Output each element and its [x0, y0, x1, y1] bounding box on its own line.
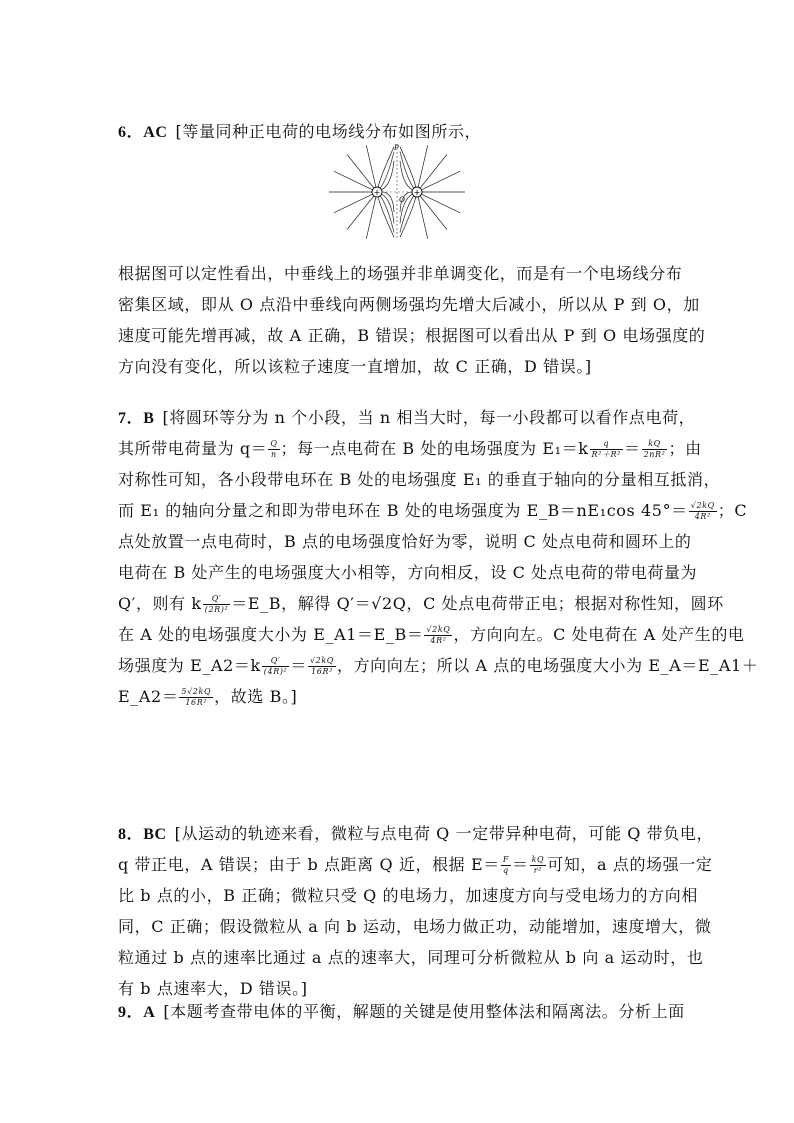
answer-7-text-1: [将圆环等分为 n 个小段，当 n 相当大时，每一小段都可以看作点电荷， [162, 408, 696, 427]
answer-7-line-8 [118, 619, 745, 650]
text: 而 E₁ 的轴向分量之和即为带电环在 B 处的电场强度为 E_B＝nE₁cos 45°＝ [118, 501, 688, 520]
answer-8-line-4: 同，C 正确；假设微粒从 a 向 b 运动，电场力做正功，动能增加，速度增大，微 [118, 917, 712, 936]
denominator: 4R² [694, 512, 711, 521]
field-line [380, 196, 394, 232]
text: [从运动的轨迹来看，微粒与点电荷 Q 一定带异种电荷，可能 Q 带负电， [174, 824, 714, 843]
answer-7-line-5: 点处放置一点电荷时，B 点的电场强度恰好为零，说明 C 处点电荷和圆环上的 [118, 532, 692, 551]
fraction [268, 439, 279, 460]
text: ＝E_B，解得 Q′＝√2Q，C 处点电荷带正电；根据对称性知，圆环 [231, 594, 724, 613]
answer-7-line-7 [118, 588, 724, 619]
numerator: Q′ [203, 594, 231, 605]
numerator: Q′ [262, 656, 290, 667]
fraction [530, 855, 547, 876]
field-lines-diagram [330, 140, 464, 244]
text: ，方向向左；所以 A 点的电场强度大小为 E_A＝E_A1＋ [336, 656, 759, 675]
field-line [400, 161, 413, 190]
text: ＝ [624, 439, 641, 458]
denominator: 16R² [185, 698, 208, 707]
answer-7 [118, 402, 759, 712]
answer-8-number: 8．BC [118, 826, 167, 843]
answer-7-line-4 [118, 495, 748, 526]
numerator: √2kQ [426, 625, 451, 634]
numerator: F [502, 855, 509, 864]
answer-6-number: 6．AC [118, 124, 168, 141]
denominator: 2nR² [643, 450, 666, 459]
text: 可知，a 点的场强一定 [547, 855, 713, 874]
text: [本题考查带电体的平衡，解题的关键是使用整体法和隔离法。分析上面 [163, 1002, 685, 1021]
field-line [382, 194, 395, 223]
answer-8-line-2 [118, 849, 713, 880]
answer-7-number: 7．B [118, 410, 155, 427]
denominator: q [503, 866, 509, 875]
fraction [308, 656, 336, 677]
answer-7-line-1 [118, 402, 696, 433]
fraction [424, 625, 452, 646]
answer-7-line-6: 电荷在 B 处产生的电场强度大小相等，方向相反，设 C 处点电荷的带电荷量为 [118, 563, 698, 582]
answer-9 [118, 996, 685, 1027]
fraction [642, 439, 668, 460]
denominator: n [271, 450, 277, 459]
answer-8-line-5: 粒通过 b 点的速率比通过 a 点的速率大，同理可分析微粒从 b 向 a 运动时，也 [118, 948, 704, 967]
text: Q′，则有 k [118, 594, 202, 613]
text: ＝ [290, 656, 307, 675]
field-line [382, 161, 395, 190]
answer-6-line-4: 方向没有变化，所以该粒子速度一直增加，故 C 正确，D 错误。] [118, 357, 592, 376]
answer-7-line-3: 对称性可知，各小段带电环在 B 处的电场强度 E₁ 的垂直于轴向的分量相互抵消， [118, 470, 721, 489]
field-line [334, 171, 373, 190]
fraction [179, 687, 213, 708]
numerator: Q [270, 439, 278, 448]
field-line [378, 147, 394, 187]
answer-8-line-3: 比 b 点的小，B 正确；微粒只受 Q 的电场力，加速度方向与受电场力的方向相 [118, 886, 698, 905]
fraction [689, 501, 717, 522]
answer-7-line-10 [118, 681, 678, 712]
denominator: 16R² [311, 667, 333, 676]
text: q 带正电，A 错误；由于 b 点距离 Q 近，根据 E＝ [118, 855, 500, 874]
point-p-label: P [394, 143, 399, 152]
numerator: √2kQ [690, 501, 715, 510]
text: ＝ [512, 855, 529, 874]
answer-8-line-1 [118, 818, 714, 849]
text: 其所带电荷量为 q＝ [118, 439, 268, 458]
field-line [380, 152, 394, 188]
text: ，方向向左。C 处电荷在 A 处产生的电 [453, 625, 745, 644]
numerator: 5√2kQ [181, 687, 212, 696]
answer-6-line-3: 速度可能先增再减，故 A 正确，B 错误；根据图可以看出从 P 到 O 电场强度的 [118, 326, 706, 345]
answer-6-body [118, 258, 706, 382]
denominator: R²＋R² [591, 450, 621, 459]
text: ；C [717, 501, 748, 520]
answer-6-line-2: 密集区域，即从 O 点沿中垂线向两侧场强均先增大后减小，所以从 P 到 O，加 [118, 295, 700, 314]
field-line [378, 197, 394, 237]
numerator: √2kQ [309, 656, 334, 665]
fraction [203, 594, 231, 615]
denominator: (2R)² [204, 605, 229, 614]
right-charge-plus: + [413, 188, 421, 197]
text: 在 A 处的电场强度大小为 E_A1＝E_B＝ [118, 625, 424, 644]
answer-9-number: 9．A [118, 1004, 156, 1021]
answer-8-line-6: 有 b 点速率大，D 错误。] [118, 979, 308, 998]
answer-8 [118, 818, 714, 1004]
fraction [501, 855, 511, 876]
fraction [590, 439, 623, 460]
field-line [422, 171, 461, 190]
denominator: (4R)² [263, 667, 288, 676]
point-o-label: O [399, 195, 405, 204]
numerator: q [590, 439, 623, 450]
denominator: r² [533, 866, 543, 875]
field-line [400, 147, 416, 187]
answer-9-line-1 [118, 996, 685, 1027]
answer-6-intro: [等量同种正电荷的电场线分布如图所示， [175, 122, 482, 141]
text: 场强度为 E_A2＝k [118, 656, 261, 675]
denominator: 4R² [430, 636, 447, 645]
text: ；每一点电荷在 B 处的电场强度为 E₁＝k [280, 439, 589, 458]
field-line [400, 152, 414, 188]
answer-7-line-2 [118, 433, 702, 464]
answer-6-line-1: 根据图可以定性看出，中垂线上的场强并非单调变化，而是有一个电场线分布 [118, 264, 683, 283]
text: ，故选 B。] [214, 687, 298, 706]
answer-7-line-9 [118, 650, 759, 681]
fraction [262, 656, 290, 677]
numerator: kQ [642, 439, 668, 450]
field-line [334, 194, 373, 213]
field-line [422, 194, 461, 213]
text: E_A2＝ [118, 687, 179, 706]
electric-field-lines-figure [330, 140, 464, 244]
text: ；由 [668, 439, 702, 458]
left-charge-plus: + [373, 188, 381, 197]
numerator: kQ [531, 855, 545, 864]
